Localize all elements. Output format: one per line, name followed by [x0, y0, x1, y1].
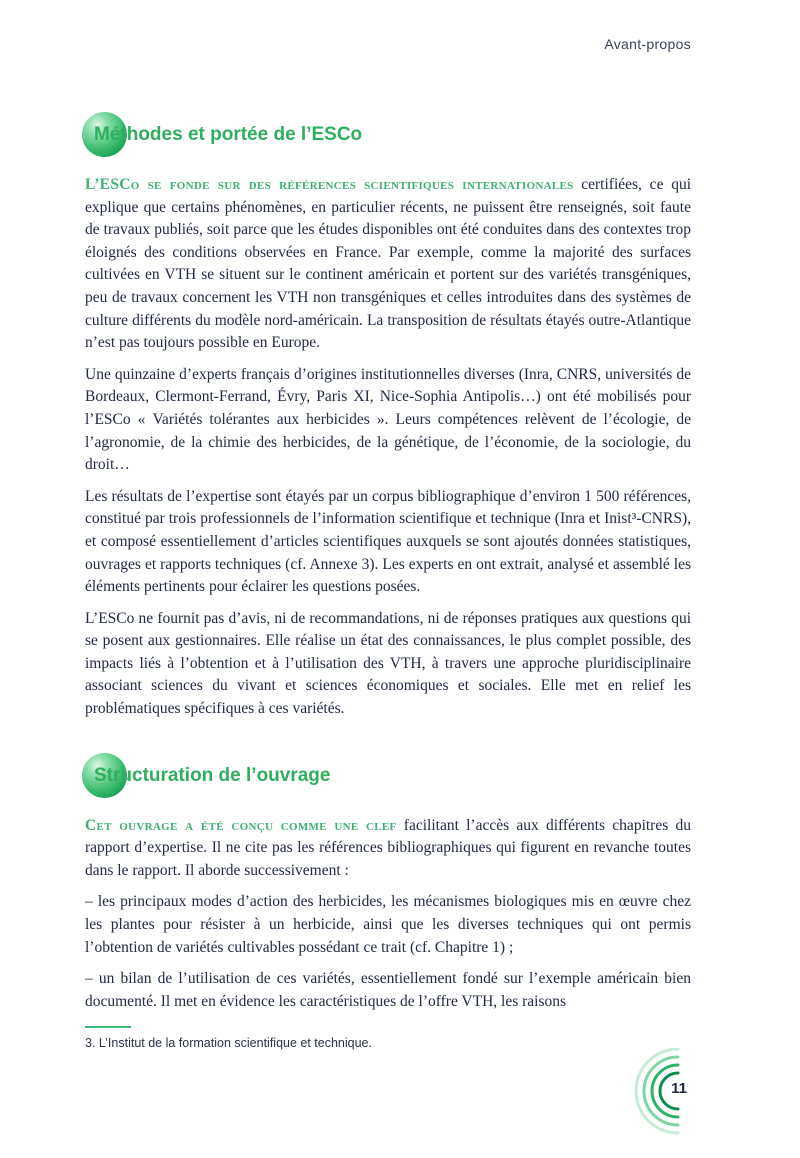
- running-header: Avant-propos: [604, 36, 691, 52]
- section-heading-methodes: [85, 112, 691, 158]
- page-arcs-icon: [600, 1048, 720, 1153]
- page-number: 11: [671, 1080, 687, 1097]
- paragraph: [85, 174, 691, 355]
- paragraph-text: facilitant l’accès aux différents chapitres du rapport d’expertise. Il ne cite pas les références bibliographiques qui figurent en revanche toutes dans le rapport. Il aborde successivement :: [85, 816, 691, 879]
- page-content: [85, 112, 691, 1022]
- paragraph-lead: L’ESCo se fonde sur des références scientifiques internationales: [85, 176, 574, 193]
- footnote: [85, 1026, 691, 1050]
- footnote-divider: [85, 1026, 131, 1028]
- paragraph: Une quinzaine d’experts français d’origines institutionnelles diverses (Inra, CNRS, universités de Bordeaux, Clermont-Ferrand, Évry, Paris XI, Nice-Sophia Antipolis…) ont été mobilisés pour l’ESCo « Variétés tolérantes aux herbicides ». Leurs compétences relèvent de l’écologie, de l’agronomie, de la chimie des herbicides, de la génétique, de l’économie, de la sociologie, du droit…: [85, 365, 691, 474]
- page-number-decoration: [600, 1048, 720, 1153]
- paragraph: – un bilan de l’utilisation de ces variétés, essentiellement fondé sur l’exemple américain bien documenté. Il met en évidence les caractéristiques de l’offre VTH, les raisons: [85, 970, 691, 1010]
- paragraph: L’ESCo ne fournit pas d’avis, ni de recommandations, ni de réponses pratiques aux questions qui se posent aux gestionnaires. Elle réalise un état des connaissances, le plus complet possible, des impacts liés à l’obtention et à l’utilisation des VTH, à travers une approche pluridisciplinaire associant sciences du vivant et sciences économiques et sociales. Elle met en relief les problématiques spécifiques à ces variétés.: [85, 609, 691, 718]
- paragraph: [85, 815, 691, 883]
- section-heading-structuration: [85, 753, 691, 799]
- paragraph: Les résultats de l’expertise sont étayés par un corpus bibliographique d’environ 1 500 références, constitué par trois professionnels de l’information scientifique et technique (Inra et Inist³-CNRS), et composé essentiellement d’articles scientifiques auxquels se sont ajoutés données statistiques, ouvrages et rapports techniques (cf. Annexe 3). Les experts en ont extrait, analysé et assemblé les éléments pertinents pour éclairer les questions posées.: [85, 487, 691, 596]
- section-title-structuration: Structuration de l’ouvrage: [94, 764, 331, 786]
- paragraph-lead: Cet ouvrage a été conçu comme une clef: [85, 816, 397, 834]
- paragraph: – les principaux modes d’action des herbicides, les mécanismes biologiques mis en œuvre chez les plantes pour résister à un herbicide, ainsi que les diverses techniques qui ont permis l’obtention de variétés cultivables possédant ce trait (cf. Chapitre 1) ;: [85, 893, 691, 956]
- paragraph-text: certifiées, ce qui explique que certains phénomènes, en particulier récents, ne puissent être renseignés, soit faute de travaux publiés, soit parce que les études disponibles ont été conduites dans des contextes trop éloignés des conditions observées en France. Par exemple, comme la majorité des surfaces cultivées en VTH se situent sur le continent américain et portent sur des variétés transgéniques, peu de travaux concernent les VTH non transgéniques et celles introduites dans des systèmes de culture différents du modèle nord-américain. La transposition de résultats étayés outre-Atlantique n’est pas toujours possible en Europe.: [85, 176, 691, 352]
- section-title-methodes: Méthodes et portée de l’ESCo: [94, 124, 363, 145]
- footnote-text: 3. L’Institut de la formation scientifique et technique.: [85, 1036, 372, 1050]
